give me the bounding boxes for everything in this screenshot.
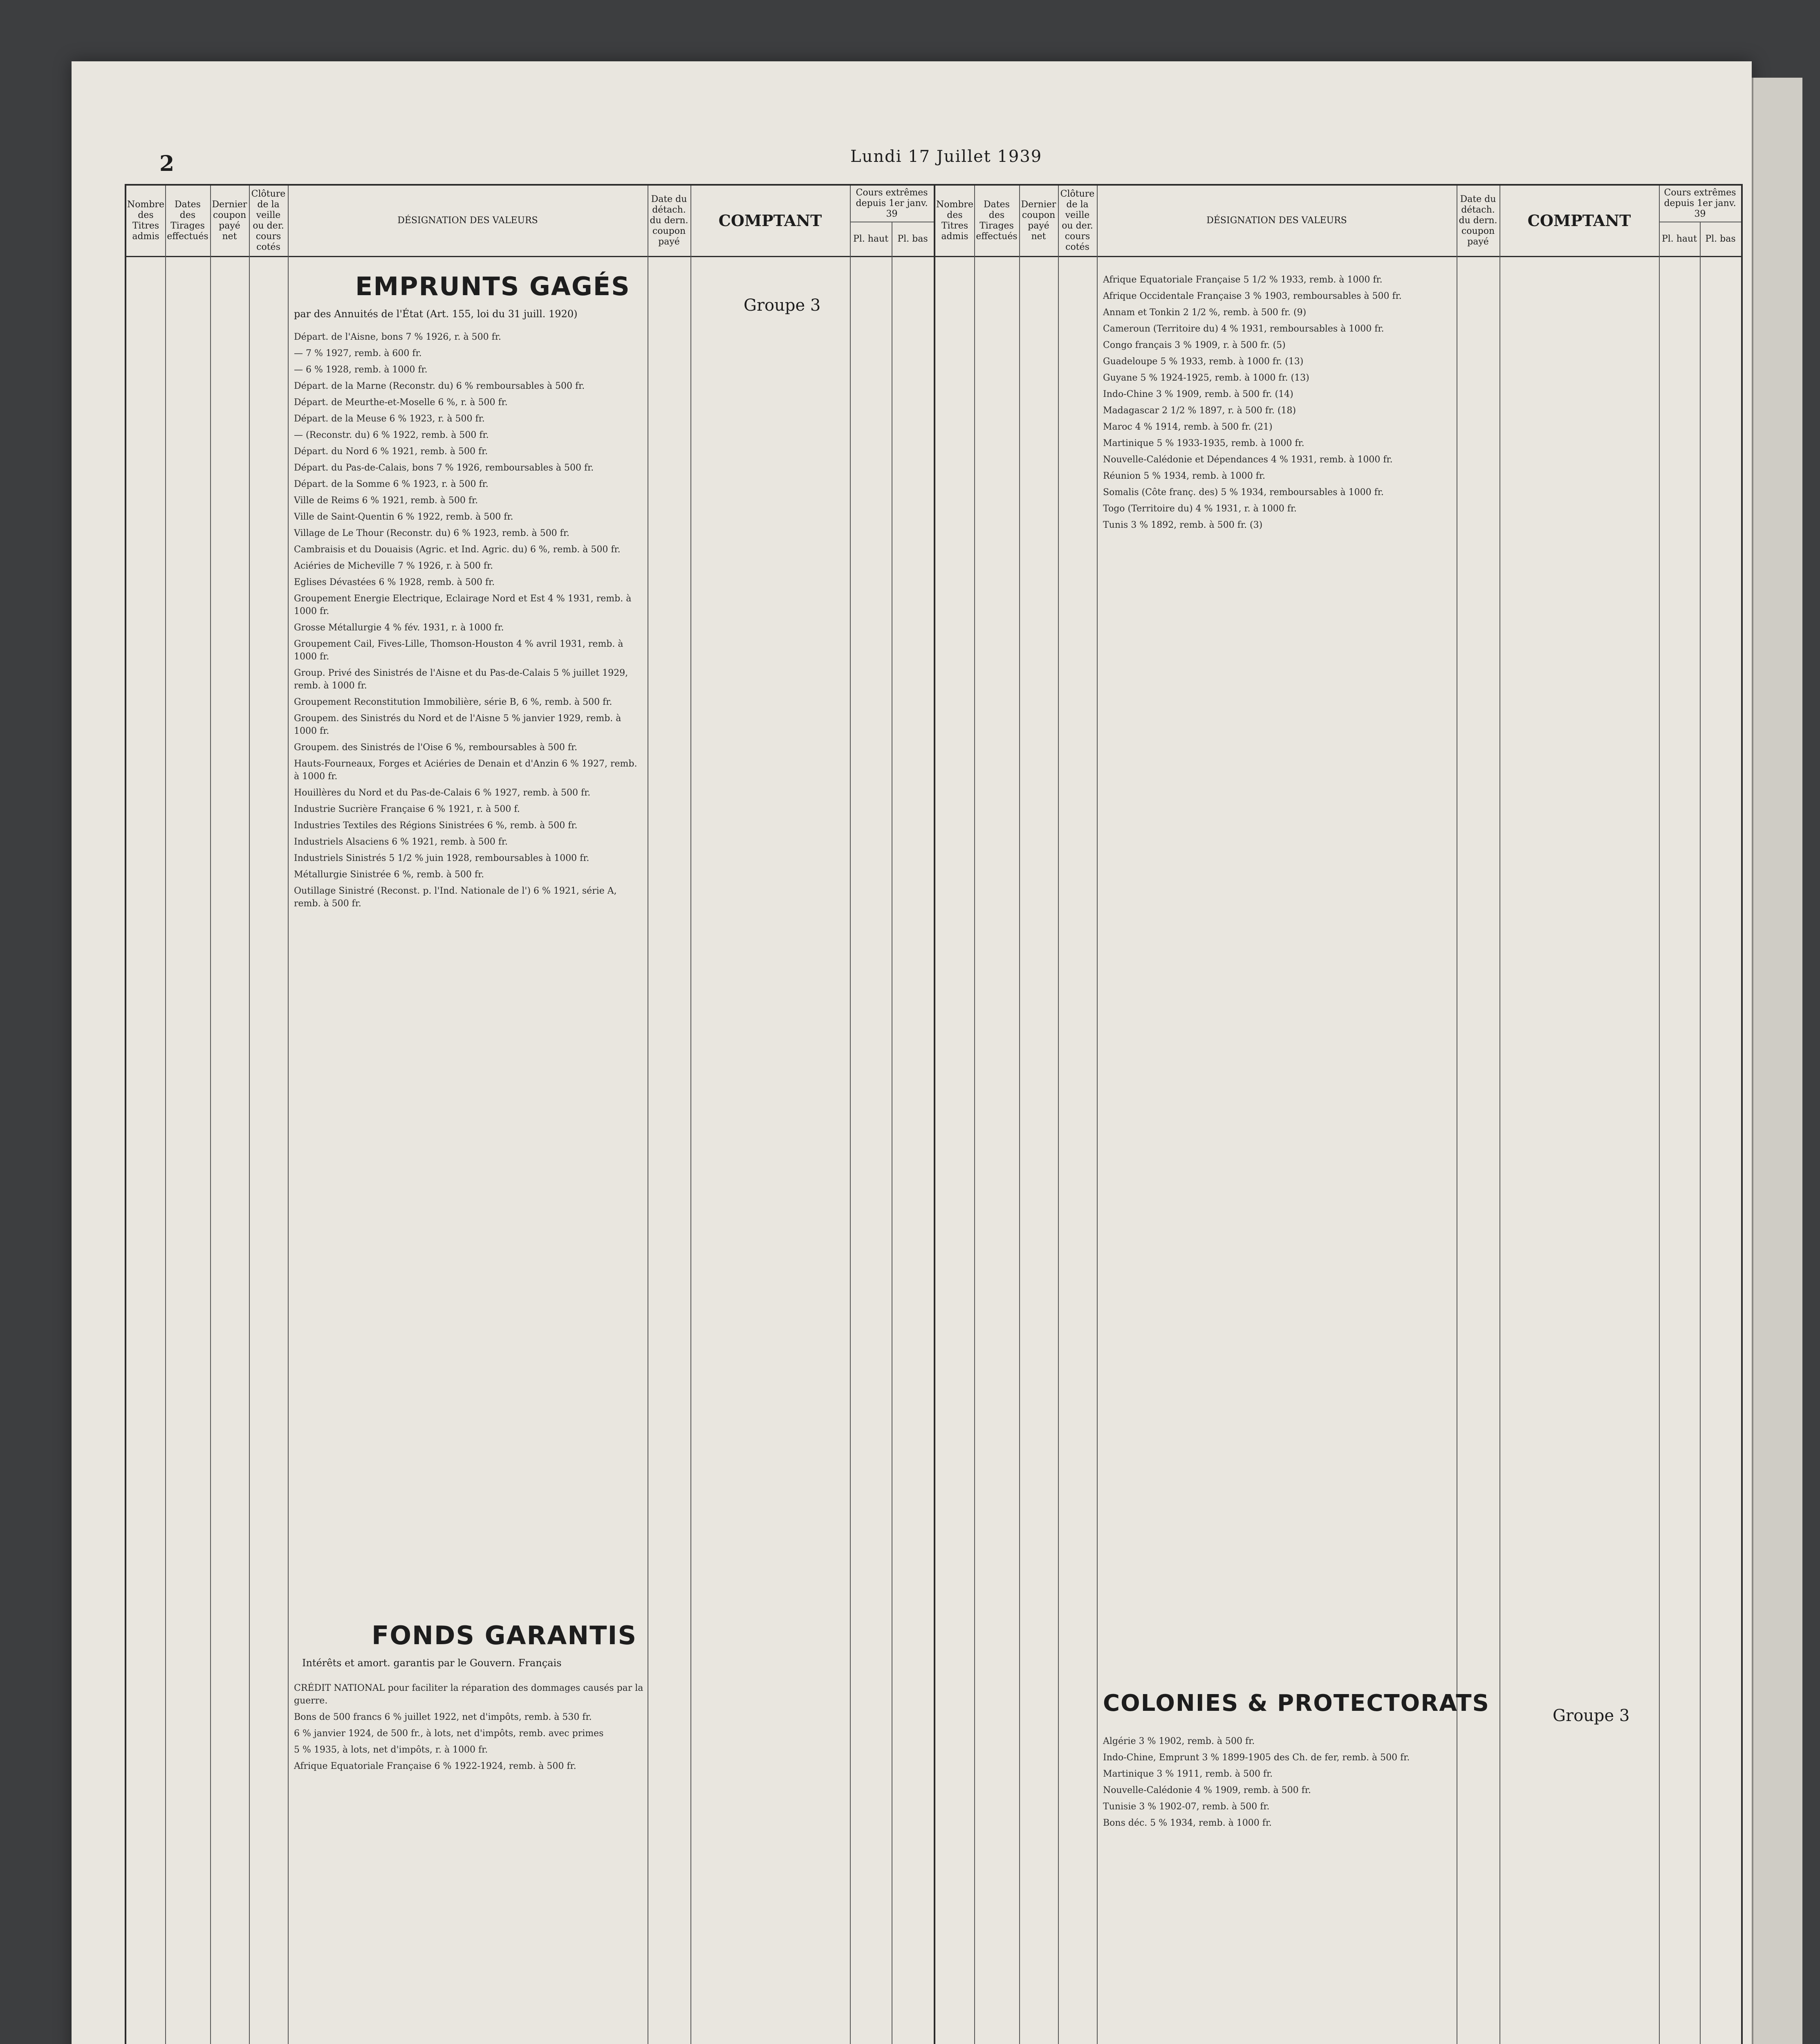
groupe-label-left: Groupe 3 — [744, 296, 821, 315]
security-name: Aciéries de Micheville 7 % 1926, r. à 500 fr. — [294, 561, 493, 571]
left-half — [126, 186, 935, 2044]
security-name: Départ. de Meurthe-et-Moselle 6 %, r. à 500 fr. — [294, 397, 508, 408]
col-pl-haut: Pl. haut — [850, 222, 892, 257]
section-title-emprunts: EMPRUNTS GAGÉS — [355, 271, 630, 301]
col-cours-extremes: Cours extrêmes depuis 1er janv. 39 — [850, 186, 934, 222]
security-name: Houillères du Nord et du Pas-de-Calais 6 % 1927, remb. à 500 fr. — [294, 788, 591, 798]
security-name: Ville de Saint-Quentin 6 % 1922, remb. à 500 fr. — [294, 512, 513, 522]
security-name: Réunion 5 % 1934, remb. à 1000 fr. — [1103, 471, 1266, 481]
col-cloture: Clôture de la veille ou der. cours cotés — [1058, 186, 1097, 257]
security-name: Industrie Sucrière Française 6 % 1921, r. à 500 f. — [294, 804, 520, 814]
col-dernier: Dernier coupon payé net — [1019, 186, 1058, 257]
security-name: 5 % 1935, à lots, net d'impôts, r. à 1000 fr. — [294, 1745, 488, 1755]
grid-line — [1097, 186, 1098, 2044]
col-cloture: Clôture de la veille ou der. cours cotés — [249, 186, 288, 257]
grid-line — [1659, 186, 1660, 2044]
quotation-table — [125, 184, 1743, 2044]
section-title-colonies: COLONIES & PROTECTORATS — [1103, 1690, 1490, 1717]
security-name: Martinique 5 % 1933-1935, remb. à 1000 fr. — [1103, 438, 1304, 448]
security-name: Bons de 500 francs 6 % juillet 1922, net d'impôts, remb. à 530 fr. — [294, 1712, 592, 1722]
grid-line — [1019, 186, 1020, 2044]
col-nombre: Nombre des Titres admis — [935, 186, 974, 257]
security-name: Outillage Sinistré (Reconst. p. l'Ind. Nationale de l') 6 % 1921, série A, remb. à 500 fr. — [294, 886, 617, 909]
col-dates: Dates des Tirages effectués — [974, 186, 1019, 257]
grid-line — [1499, 186, 1500, 2044]
section-title-fonds: FONDS GARANTIS — [372, 1620, 637, 1650]
grid-line — [288, 186, 289, 2044]
section-subtitle-fonds: Intérêts et amort. garantis par le Gouvern. Français — [302, 1657, 562, 1669]
security-name: Indo-Chine, Emprunt 3 % 1899-1905 des Ch. de fer, remb. à 500 fr. — [1103, 1753, 1410, 1763]
security-name: Ville de Reims 6 % 1921, remb. à 500 fr. — [294, 495, 478, 506]
groupe-label-right: Groupe 3 — [1553, 1706, 1630, 1725]
grid-line — [974, 186, 975, 2044]
security-name: Départ. du Pas-de-Calais, bons 7 % 1926, remboursables à 500 fr. — [294, 463, 594, 473]
security-name: Industriels Sinistrés 5 1/2 % juin 1928, remboursables à 1000 fr. — [294, 853, 589, 863]
col-cours-extremes: Cours extrêmes depuis 1er janv. 39 — [1659, 186, 1741, 222]
right-half — [935, 186, 1741, 2044]
security-name: Congo français 3 % 1909, r. à 500 fr. (5) — [1103, 340, 1286, 350]
security-name: Indo-Chine 3 % 1909, remb. à 500 fr. (14) — [1103, 389, 1293, 399]
col-designation: DÉSIGNATION DES VALEURS — [1097, 186, 1457, 257]
col-dernier: Dernier coupon payé net — [210, 186, 249, 257]
page-date: Lundi 17 Juillet 1939 — [850, 147, 1042, 166]
col-pl-haut: Pl. haut — [1659, 222, 1700, 257]
grid-line — [1058, 186, 1059, 2044]
security-name: Madagascar 2 1/2 % 1897, r. à 500 fr. (18) — [1103, 406, 1296, 416]
col-date-detach: Date du détach. du dern. coupon payé — [1457, 186, 1499, 257]
col-comptant: COMPTANT — [690, 186, 850, 257]
grid-line — [165, 186, 166, 2044]
left-descriptions — [294, 331, 643, 914]
security-name: Grosse Métallurgie 4 % fév. 1931, r. à 1000 fr. — [294, 623, 504, 633]
col-dates: Dates des Tirages effectués — [165, 186, 210, 257]
grid-line — [1700, 222, 1701, 2044]
security-name: Bons déc. 5 % 1934, remb. à 1000 fr. — [1103, 1818, 1272, 1828]
col-pl-bas: Pl. bas — [892, 222, 934, 257]
security-name: Groupement Reconstitution Immobilière, série B, 6 %, remb. à 500 fr. — [294, 697, 612, 707]
page-edge — [1752, 78, 1802, 2044]
security-name: Afrique Equatoriale Française 6 % 1922-1924, remb. à 500 fr. — [294, 1761, 576, 1771]
grid-line — [249, 186, 250, 2044]
security-name: Groupem. des Sinistrés de l'Oise 6 %, remboursables à 500 fr. — [294, 742, 578, 753]
security-name: Industries Textiles des Régions Sinistrées 6 %, remb. à 500 fr. — [294, 820, 578, 831]
col-date-detach: Date du détach. du dern. coupon payé — [648, 186, 690, 257]
col-nombre: Nombre des Titres admis — [126, 186, 165, 257]
security-name: Cambraisis et du Douaisis (Agric. et Ind. Agric. du) 6 %, remb. à 500 fr. — [294, 545, 621, 555]
security-name: Tunisie 3 % 1902-07, remb. à 500 fr. — [1103, 1802, 1270, 1812]
security-name: Nouvelle-Calédonie et Dépendances 4 % 1931, remb. à 1000 fr. — [1103, 455, 1393, 465]
security-name: — 7 % 1927, remb. à 600 fr. — [294, 348, 422, 359]
security-name: Maroc 4 % 1914, remb. à 500 fr. (21) — [1103, 422, 1273, 432]
section-subtitle-emprunts: par des Annuités de l'État (Art. 155, loi du 31 juill. 1920) — [294, 308, 578, 320]
security-name: Départ. de l'Aisne, bons 7 % 1926, r. à 500 fr. — [294, 332, 501, 342]
security-name: Tunis 3 % 1892, remb. à 500 fr. (3) — [1103, 520, 1263, 530]
security-name: Afrique Equatoriale Française 5 1/2 % 1933, remb. à 1000 fr. — [1103, 275, 1383, 285]
security-name: Annam et Tonkin 2 1/2 %, remb. à 500 fr. (9) — [1103, 307, 1307, 318]
security-name: Afrique Occidentale Française 3 % 1903, remboursables à 500 fr. — [1103, 291, 1402, 301]
right-descriptions-colonies — [1103, 1735, 1452, 1833]
left-descriptions-fonds — [294, 1682, 643, 1776]
grid-line — [210, 186, 211, 2044]
security-name: Départ. de la Marne (Reconstr. du) 6 % remboursables à 500 fr. — [294, 381, 585, 391]
security-name: Togo (Territoire du) 4 % 1931, r. à 1000 fr. — [1103, 504, 1297, 514]
col-designation: DÉSIGNATION DES VALEURS — [288, 186, 648, 257]
grid-line — [850, 186, 851, 2044]
right-descriptions — [1103, 273, 1452, 535]
security-name: — 6 % 1928, remb. à 1000 fr. — [294, 365, 428, 375]
security-name: Groupement Energie Electrique, Eclairage Nord et Est 4 % 1931, remb. à 1000 fr. — [294, 594, 632, 616]
security-name: Cameroun (Territoire du) 4 % 1931, remboursables à 1000 fr. — [1103, 324, 1384, 334]
security-name: Nouvelle-Calédonie 4 % 1909, remb. à 500 fr. — [1103, 1785, 1311, 1795]
security-name: Métallurgie Sinistrée 6 %, remb. à 500 fr. — [294, 870, 484, 880]
col-pl-bas: Pl. bas — [1700, 222, 1741, 257]
security-name: Groupem. des Sinistrés du Nord et de l'Aisne 5 % janvier 1929, remb. à 1000 fr. — [294, 713, 621, 736]
security-name: Départ. de la Somme 6 % 1923, r. à 500 fr. — [294, 479, 489, 489]
security-name: Eglises Dévastées 6 % 1928, remb. à 500 fr. — [294, 577, 495, 587]
security-name: Martinique 3 % 1911, remb. à 500 fr. — [1103, 1769, 1273, 1779]
security-name: Village de Le Thour (Reconstr. du) 6 % 1923, remb. à 500 fr. — [294, 528, 569, 538]
security-name: Groupement Cail, Fives-Lille, Thomson-Houston 4 % avril 1931, remb. à 1000 fr. — [294, 639, 623, 662]
col-comptant: COMPTANT — [1499, 186, 1659, 257]
security-name: Somalis (Côte franç. des) 5 % 1934, remboursables à 1000 fr. — [1103, 487, 1384, 498]
security-name: Guadeloupe 5 % 1933, remb. à 1000 fr. (13) — [1103, 356, 1304, 367]
security-name: Group. Privé des Sinistrés de l'Aisne et du Pas-de-Calais 5 % juillet 1929, remb. à 1000 fr. — [294, 668, 628, 691]
security-name: 6 % janvier 1924, de 500 fr., à lots, net d'impôts, remb. avec primes — [294, 1728, 604, 1739]
security-name: Hauts-Fourneaux, Forges et Aciéries de Denain et d'Anzin 6 % 1927, remb. à 1000 fr. — [294, 759, 637, 782]
security-name: CRÉDIT NATIONAL pour faciliter la réparation des dommages causés par la guerre. — [294, 1683, 643, 1706]
security-name: Départ. de la Meuse 6 % 1923, r. à 500 fr. — [294, 414, 485, 424]
security-name: Guyane 5 % 1924-1925, remb. à 1000 fr. (13) — [1103, 373, 1309, 383]
security-name: Départ. du Nord 6 % 1921, remb. à 500 fr. — [294, 446, 488, 457]
security-name: — (Reconstr. du) 6 % 1922, remb. à 500 fr. — [294, 430, 489, 440]
security-name: Algérie 3 % 1902, remb. à 500 fr. — [1103, 1736, 1255, 1746]
page-number: 2 — [159, 151, 175, 176]
grid-line — [690, 186, 691, 2044]
security-name: Industriels Alsaciens 6 % 1921, remb. à 500 fr. — [294, 837, 508, 847]
